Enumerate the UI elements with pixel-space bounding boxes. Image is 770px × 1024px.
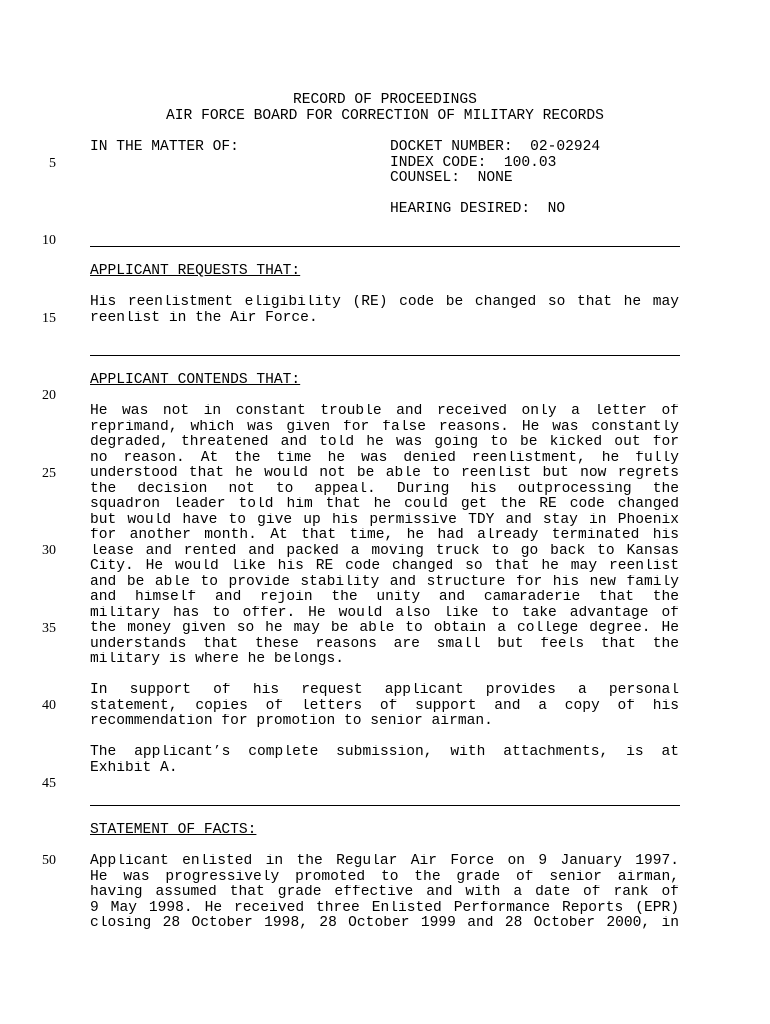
text-line: military is where he belongs. (90, 652, 344, 667)
index-code: INDEX CODE: 100.03 (390, 155, 557, 171)
contends-heading: APPLICANT CONTENDS THAT: (90, 372, 301, 388)
contends-paragraph-1 (90, 404, 679, 668)
line-number: 40 (42, 698, 56, 713)
text-line: recommendation for promotion to senior airman. (90, 714, 493, 729)
text-line: and himself and rejoin the unity and camaraderie that the (90, 590, 679, 605)
contends-paragraph-3 (90, 745, 679, 776)
text-line: military has to offer. He would also like to take advantage of (90, 605, 679, 621)
facts-heading: STATEMENT OF FACTS: (90, 822, 257, 838)
line-number: 30 (42, 543, 56, 558)
text-line: City. He would like his RE code changed so that he may reenlist (90, 559, 679, 574)
text-line: reprimand, which was given for false reasons. He was constantly (90, 419, 679, 435)
document-title-line2: AIR FORCE BOARD FOR CORRECTION OF MILITARY RECORDS (166, 108, 604, 124)
line-number: 45 (42, 776, 56, 791)
text-line: no reason. At the time he was denied reenlistment, he fully (90, 450, 679, 466)
document-title-line1: RECORD OF PROCEEDINGS (293, 92, 477, 108)
line-number: 5 (49, 156, 56, 171)
line-number: 15 (42, 311, 56, 326)
requests-paragraph (90, 295, 679, 326)
section-divider (90, 246, 680, 247)
text-line: In support of his request applicant provides a personal (90, 683, 679, 698)
line-number: 10 (42, 233, 56, 248)
text-line: having assumed that grade effective and with a date of rank of (90, 885, 679, 900)
docket-number: DOCKET NUMBER: 02-02924 (390, 139, 601, 155)
text-line: The applicant’s complete submission, with attachments, is at (90, 745, 679, 760)
text-line: 9 May 1998. He received three Enlisted Performance Reports (EPR) (90, 900, 679, 916)
text-line: and be able to provide stability and structure for his new family (90, 574, 679, 590)
in-the-matter-of: IN THE MATTER OF: (90, 139, 239, 155)
requests-heading: APPLICANT REQUESTS THAT: (90, 263, 301, 279)
text-line: degraded, threatened and told he was going to be kicked out for (90, 435, 679, 450)
text-line: but would have to give up his permissive TDY and stay in Phoenix (90, 512, 679, 528)
text-line: lease and rented and packed a moving truck to go back to Kansas (90, 543, 679, 559)
text-line: for another month. At that time, he had already terminated his (90, 528, 679, 543)
line-number: 35 (42, 621, 56, 636)
text-line: understands that these reasons are small but feels that the (90, 636, 679, 652)
counsel: COUNSEL: NONE (390, 170, 513, 186)
line-number: 25 (42, 466, 56, 481)
text-line: the decision not to appeal. During his outprocessing the (90, 481, 679, 497)
text-line: He was progressively promoted to the grade of senior airman, (90, 869, 679, 885)
hearing-desired: HEARING DESIRED: NO (390, 201, 566, 217)
text-line: Exhibit A. (90, 760, 178, 776)
text-line: closing 28 October 1998, 28 October 1999 and 28 October 2000, in (90, 916, 679, 931)
text-line: understood that he would not be able to reenlist but now regrets (90, 466, 679, 481)
text-line: the money given so he may be able to obtain a college degree. He (90, 621, 679, 636)
section-divider (90, 355, 680, 356)
facts-paragraph-1 (90, 854, 679, 932)
text-line: He was not in constant trouble and received only a letter of (90, 404, 679, 419)
contends-paragraph-2 (90, 683, 679, 730)
text-line: Applicant enlisted in the Regular Air Force on 9 January 1997. (90, 854, 679, 869)
text-line: squadron leader told him that he could get the RE code changed (90, 497, 679, 512)
text-line: statement, copies of letters of support and a copy of his (90, 698, 679, 714)
line-number: 50 (42, 853, 56, 868)
text-line: His reenlistment eligibility (RE) code be changed so that he may (90, 295, 679, 310)
section-divider (90, 805, 680, 806)
text-line: reenlist in the Air Force. (90, 310, 318, 326)
line-number: 20 (42, 388, 56, 403)
